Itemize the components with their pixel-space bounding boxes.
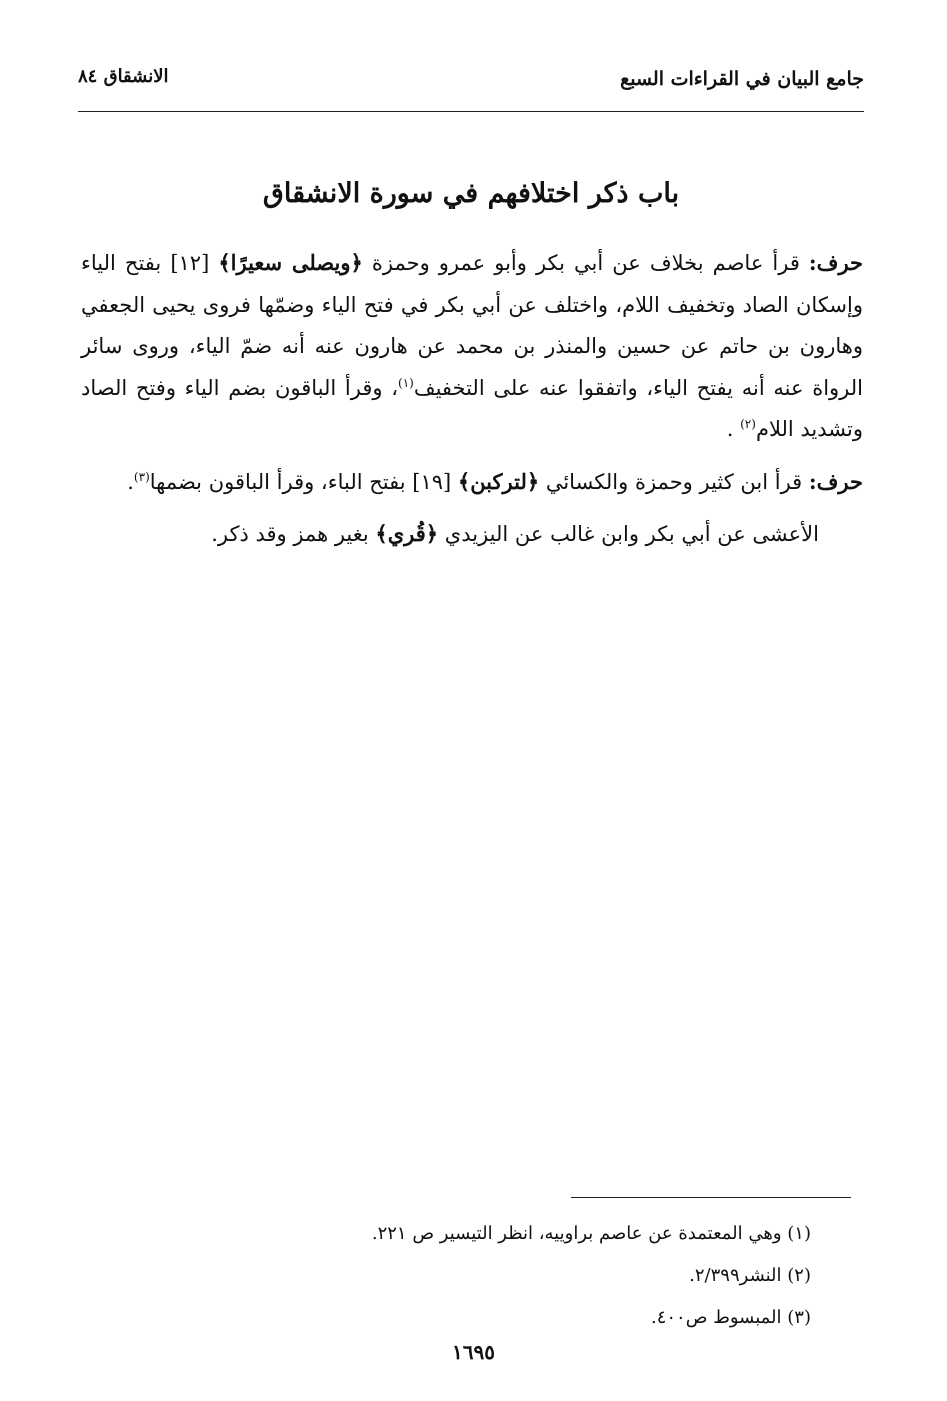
footnote-ref[interactable]: (٣) (133, 469, 150, 484)
page-number: ١٦٩٥ (452, 1340, 495, 1364)
footnote-divider (571, 1197, 851, 1198)
paragraph-3 (81, 513, 863, 556)
paragraph-2 (81, 461, 863, 504)
footnote-1: (١) وهي المعتمدة عن عاصم براوييه، انظر التيسير ص ٢٢١. (371, 1223, 811, 1244)
quran-word: ﴿قُري﴾ (375, 521, 439, 546)
paragraph-text: بغير همز وقد ذكر. (211, 522, 376, 546)
main-text (81, 242, 863, 566)
paragraph-label: حرف: (808, 468, 863, 494)
footnotes (211, 1213, 811, 1339)
paragraph-text: قرأ ابن كثير وحمزة والكسائي (539, 469, 809, 494)
paragraph-text: [١٢] بفتح الياء وإسكان الصاد وتخفيف اللام، واختلف عن أبي بكر في فتح الياء وضمّها فروى يحيى الجعفي وهارون بن حاتم عن حسين والمنذر بن محمد عن هارون عنه أنه ضمّ الياء، وروى سائر الرواة عنه أنه يفتح الياء، واتفقوا عنه على التخفيف (81, 251, 863, 400)
paragraph-text: الأعشى عن أبي بكر وابن غالب عن اليزيدي (438, 522, 819, 546)
quran-word: ﴿لتركبن﴾ (457, 468, 540, 494)
paragraph-text: قرأ عاصم بخلاف عن أبي بكر وأبو عمرو وحمزة (362, 251, 809, 275)
paragraph-text: ، وقرأ الباقون بضم الياء وفتح الصاد وتشديد اللام (81, 375, 863, 441)
footnote-ref[interactable]: (٢) (740, 417, 756, 431)
footnote-2: (٢) النشر٢/٣٩٩. (689, 1265, 811, 1286)
paragraph-label: حرف: (808, 250, 864, 275)
header-divider (78, 111, 864, 112)
chapter-title: باب ذكر اختلافهم في سورة الانشقاق (262, 178, 680, 209)
paragraph-1 (81, 242, 863, 451)
paragraph-text: . (726, 417, 741, 441)
footnote-ref[interactable]: (١) (398, 375, 414, 390)
header-book-title: جامع البيان في القراءات السبع (620, 68, 864, 90)
header-section: الانشقاق ٨٤ (78, 66, 169, 87)
running-header (78, 62, 864, 102)
paragraph-text: . (127, 469, 134, 494)
quran-word: ﴿ويصلى سعيرًا﴾ (218, 250, 363, 275)
footnote-3: (٣) المبسوط ص٤٠٠. (650, 1307, 811, 1328)
paragraph-text: [١٩] بفتح الباء، وقرأ الباقون بضمها (149, 469, 458, 494)
